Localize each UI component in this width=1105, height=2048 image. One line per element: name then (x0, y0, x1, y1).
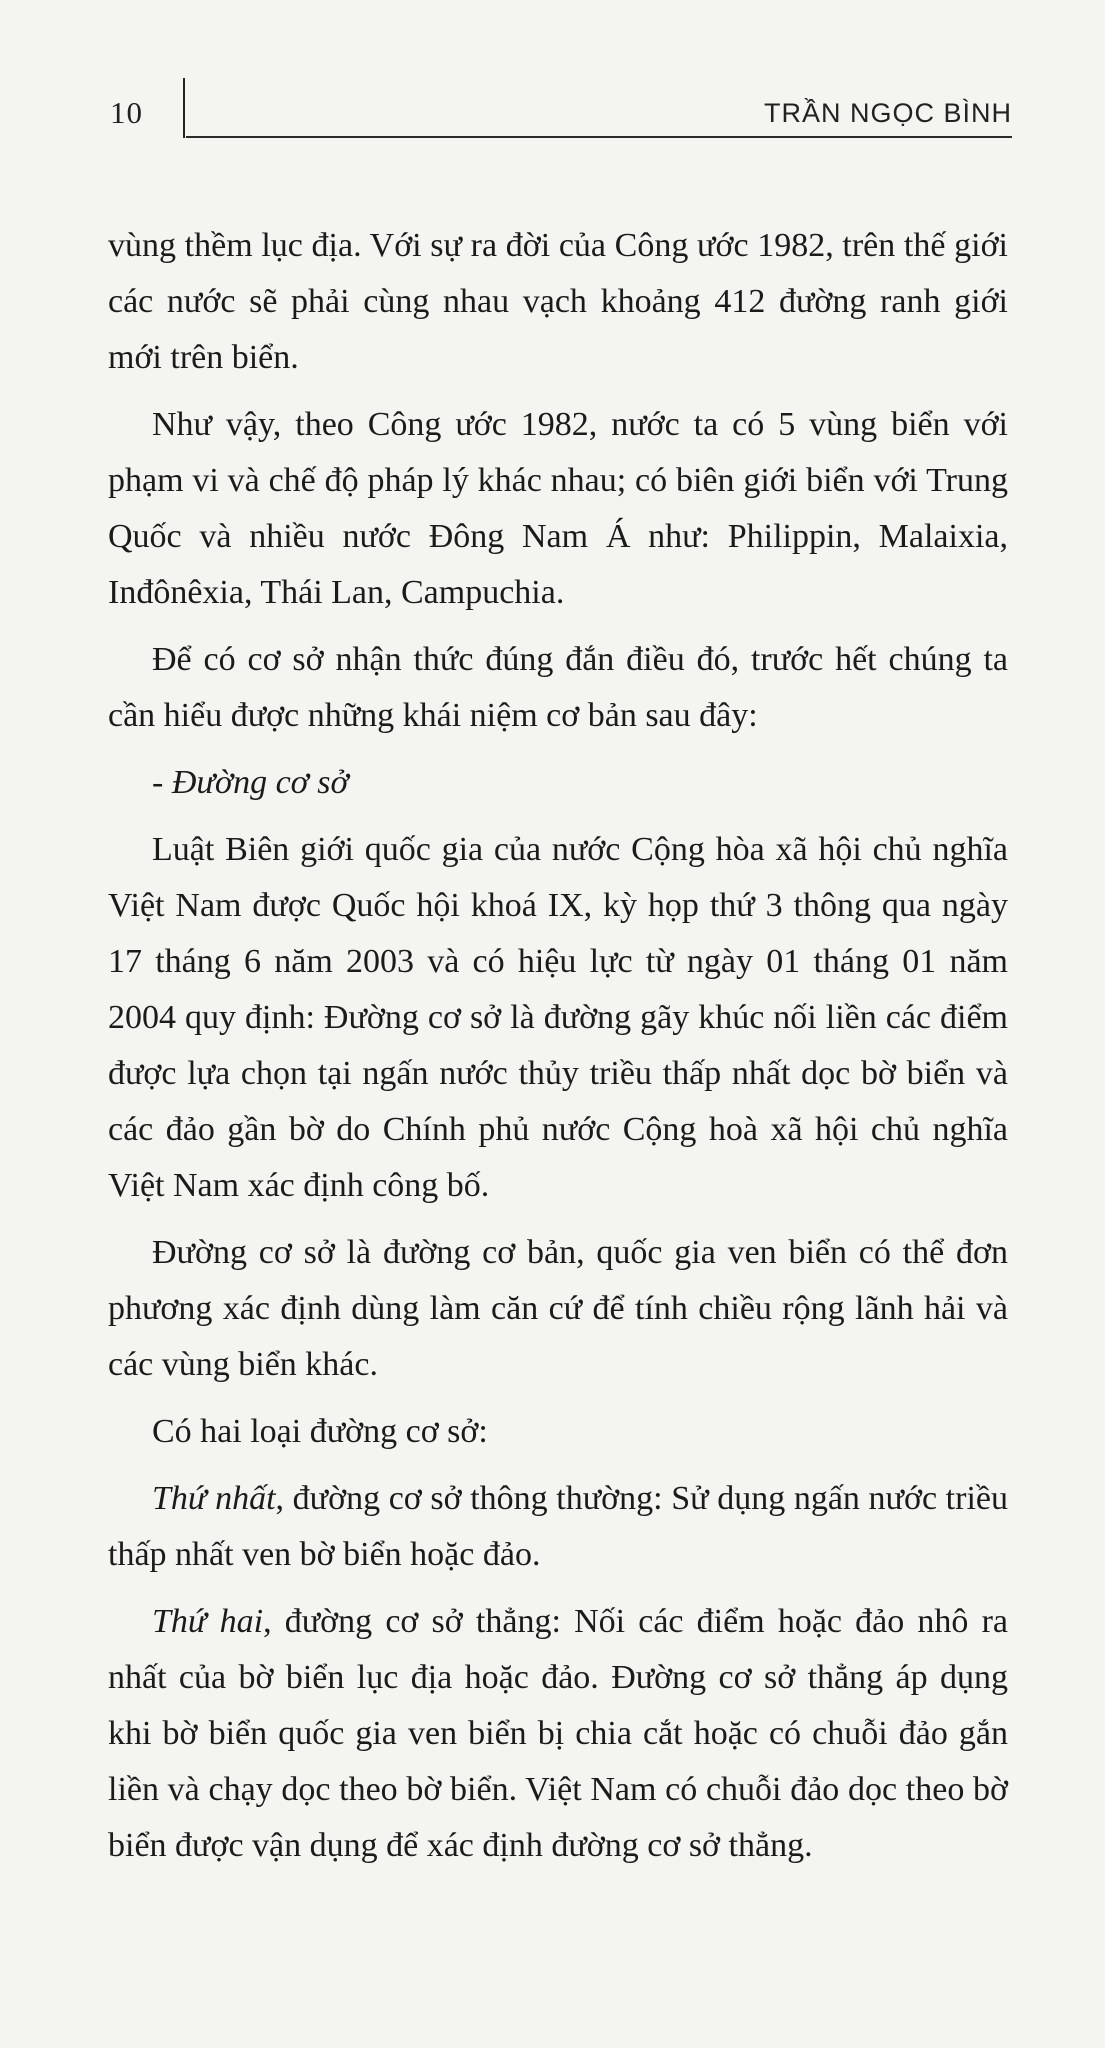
paragraph-body: , đường cơ sở thông thường: Sử dụng ngấn nước triều thấp nhất ven bờ biển hoặc đảo. (108, 1480, 1008, 1573)
paragraph-first-type (108, 1471, 1008, 1583)
header-horizontal-rule (186, 136, 1012, 138)
paragraph-lead: Thứ nhất (152, 1480, 276, 1517)
page-number: 10 (110, 95, 143, 130)
page-header (0, 0, 1105, 170)
paragraph-body: , đường cơ sở thẳng: Nối các điểm hoặc đảo nhô ra nhất của bờ biển lục địa hoặc đảo. Đường cơ sở thẳng áp dụng khi bờ biển quốc gia ven biển bị chia cắt hoặc có chuỗi đảo gắn liền và chạy dọc theo bờ biển. Việt Nam có chuỗi đảo dọc theo bờ biển được vận dụng để xác định đường cơ sở thẳng. (108, 1603, 1008, 1864)
paragraph: Đường cơ sở là đường cơ bản, quốc gia ven biển có thể đơn phương xác định dùng làm căn cứ để tính chiều rộng lãnh hải và các vùng biển khác. (108, 1234, 1008, 1383)
paragraph-continuation: vùng thềm lục địa. Với sự ra đời của Công ước 1982, trên thế giới các nước sẽ phải cùng nhau vạch khoảng 412 đường ranh giới mới trên biển. (108, 227, 1008, 376)
paragraph: Luật Biên giới quốc gia của nước Cộng hòa xã hội chủ nghĩa Việt Nam được Quốc hội khoá IX, kỳ họp thứ 3 thông qua ngày 17 tháng 6 năm 2003 và có hiệu lực từ ngày 01 tháng 01 năm 2004 quy định: Đường cơ sở là đường gãy khúc nối liền các điểm được lựa chọn tại ngấn nước thủy triều thấp nhất dọc bờ biển và các đảo gần bờ do Chính phủ nước Cộng hoà xã hội chủ nghĩa Việt Nam xác định công bố. (108, 831, 1008, 1204)
paragraph-lead: Thứ hai (152, 1603, 264, 1640)
paragraph-second-type (108, 1594, 1008, 1874)
paragraph: Như vậy, theo Công ước 1982, nước ta có 5 vùng biển với phạm vi và chế độ pháp lý khác nhau; có biên giới biển với Trung Quốc và nhiều nước Đông Nam Á như: Philippin, Malaixia, Inđônêxia, Thái Lan, Campuchia. (108, 406, 1008, 611)
paragraph: Có hai loại đường cơ sở: (152, 1413, 488, 1450)
header-vertical-rule (183, 78, 185, 138)
paragraph: Để có cơ sở nhận thức đúng đắn điều đó, trước hết chúng ta cần hiểu được những khái niệm cơ bản sau đây: (108, 641, 1008, 734)
body-text (108, 218, 1008, 1885)
running-head-author: TRẦN NGỌC BÌNH (763, 98, 1012, 128)
section-heading-baseline: - Đường cơ sở (152, 764, 349, 801)
